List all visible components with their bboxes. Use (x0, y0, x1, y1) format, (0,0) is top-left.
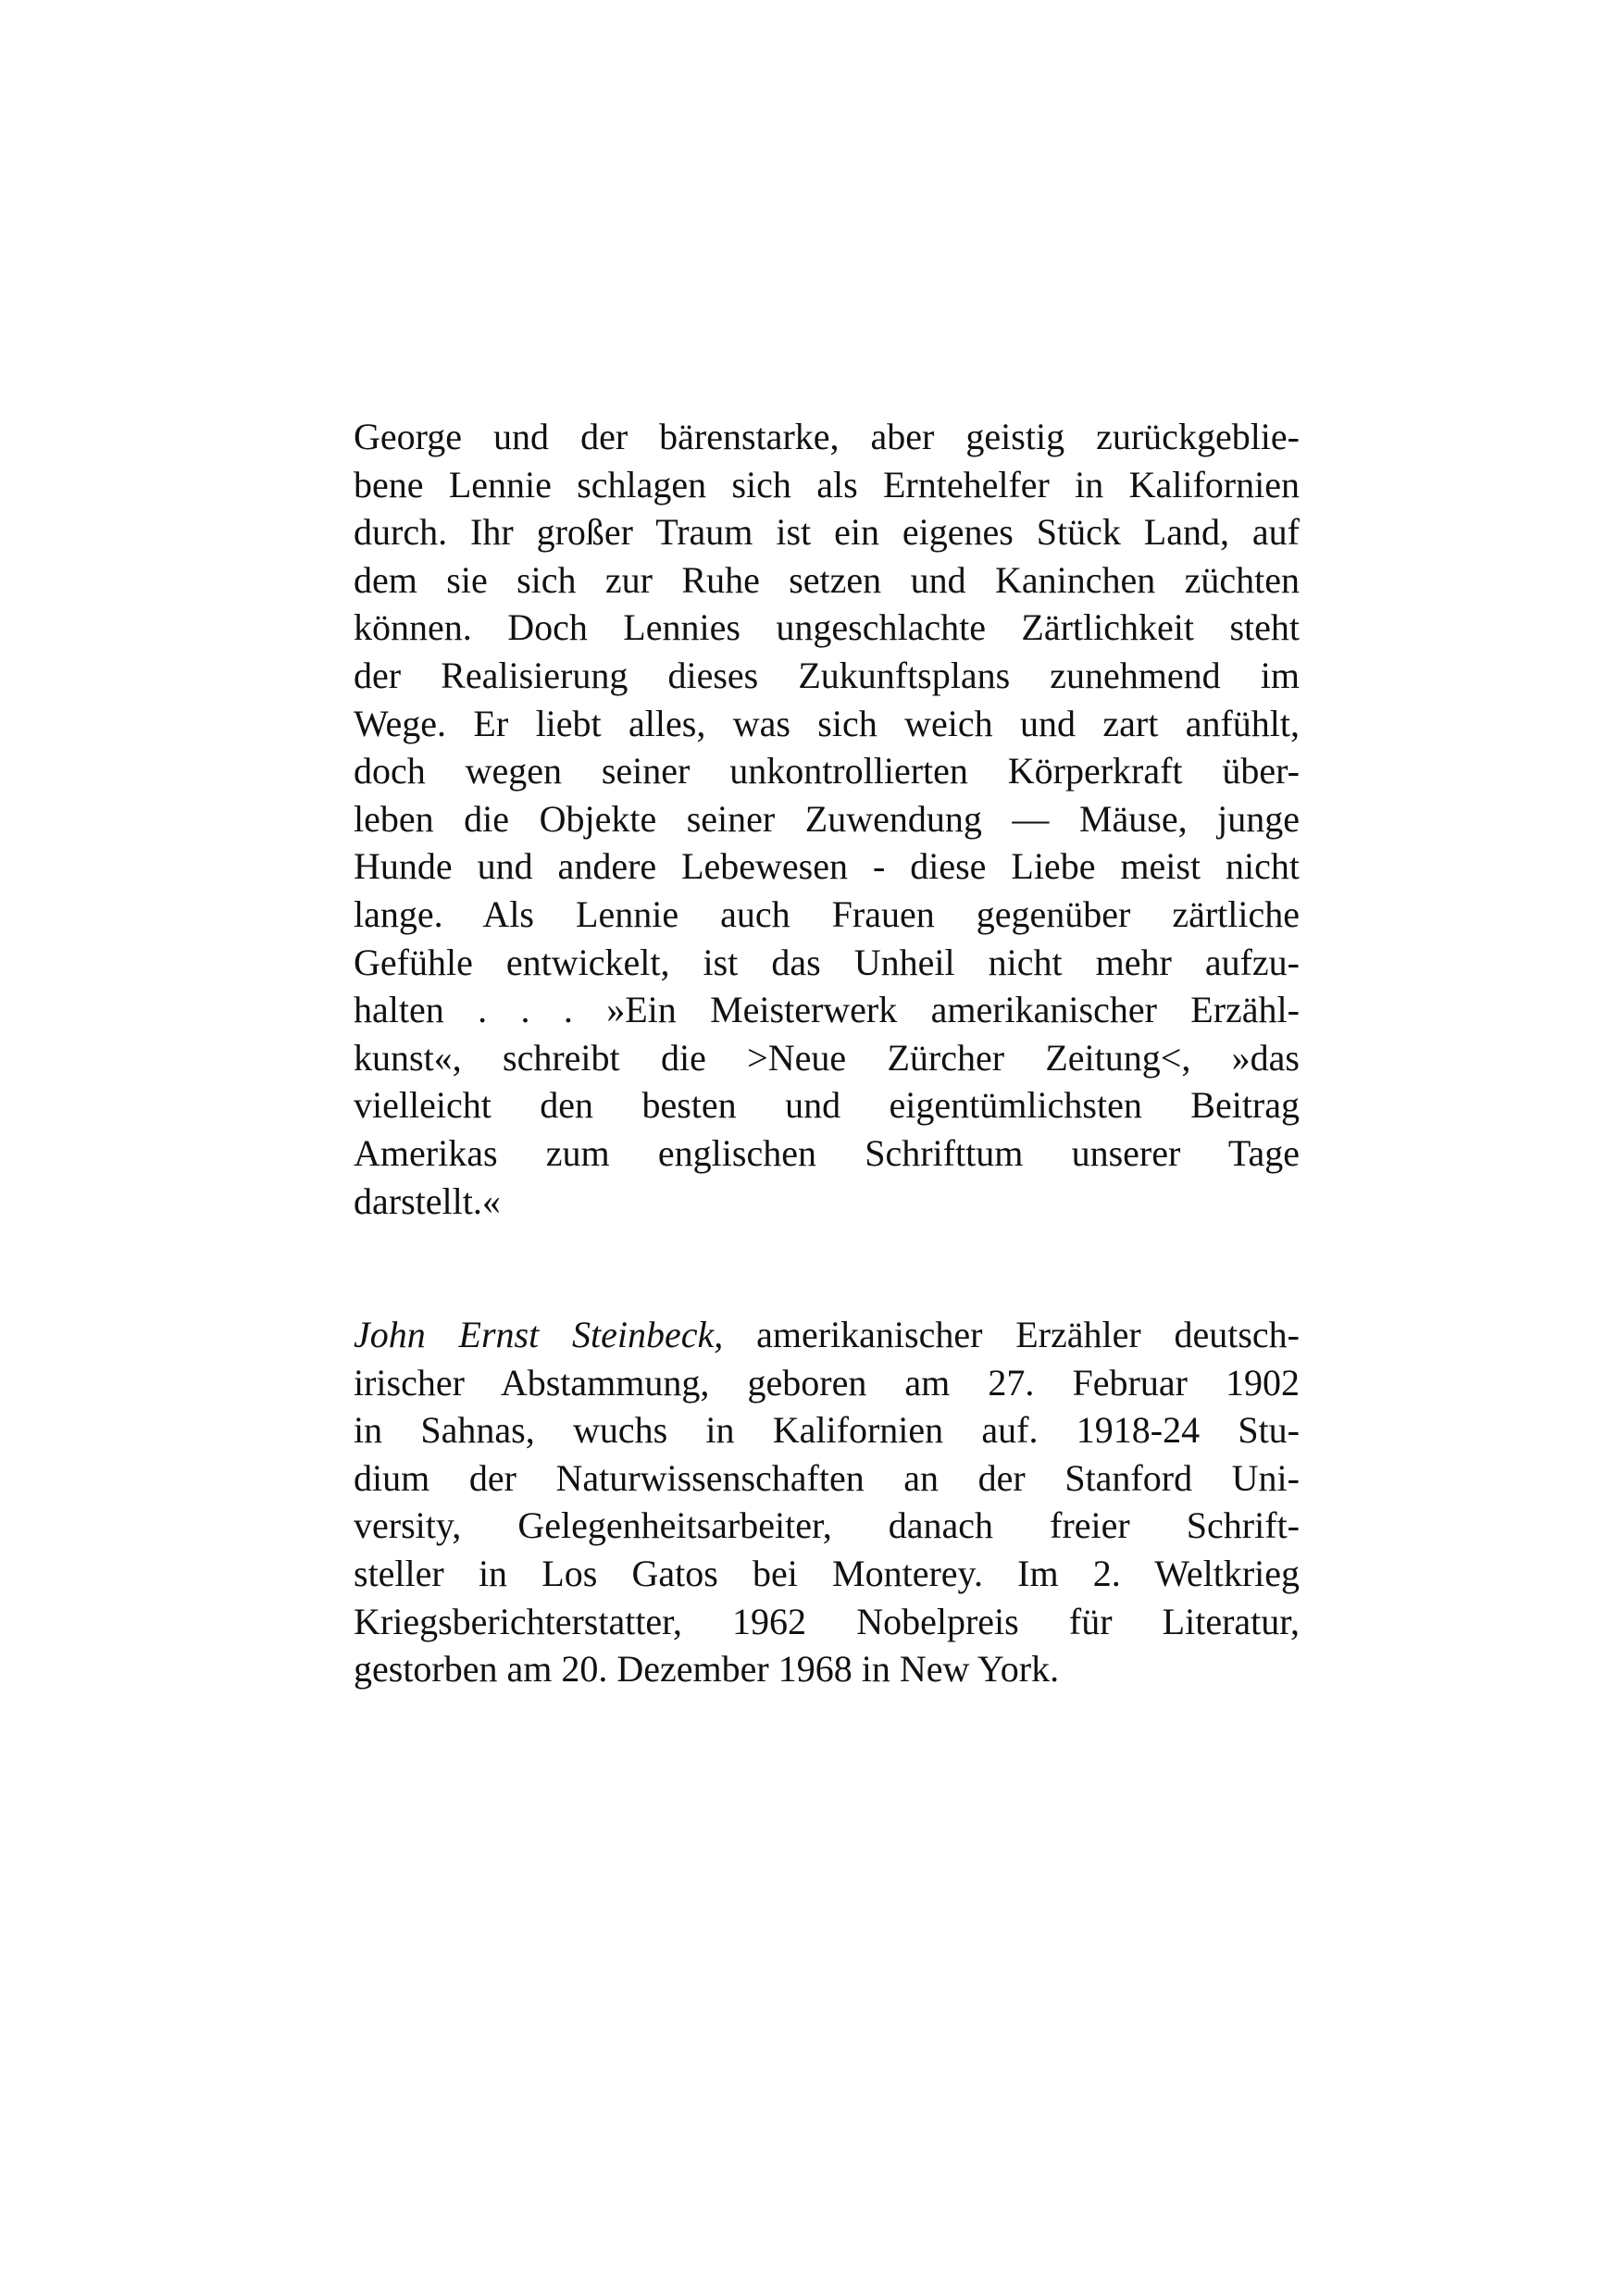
blurb-line: George und der bärenstarke, aber geistig zurückgeblie- (354, 416, 1300, 457)
blurb-paragraph (354, 413, 1300, 1225)
bio-line: irischer Abstammung, geboren am 27. Februar 1902 (354, 1361, 1300, 1404)
bio-line: gestorben am 20. Dezember 1968 in New York. (354, 1648, 1060, 1691)
blurb-line: halten . . . »Ein Meisterwerk amerikanischer Erzähl- (354, 989, 1300, 1031)
blurb-line: Hunde und andere Lebewesen - diese Liebe meist nicht (354, 845, 1300, 888)
blurb-line: der Realisierung dieses Zukunftsplans zunehmend im (354, 654, 1300, 696)
blurb-line: doch wegen seiner unkontrollierten Körperkraft über- (354, 750, 1300, 792)
bio-line: steller in Los Gatos bei Monterey. Im 2. Weltkrieg (354, 1552, 1300, 1594)
bio-line: Kriegsberichterstatter, 1962 Nobelpreis für Literatur, (354, 1600, 1300, 1642)
blurb-line: können. Doch Lennies ungeschlachte Zärtlichkeit steht (354, 606, 1300, 649)
blurb-line: Gefühle entwickelt, ist das Unheil nicht mehr aufzu- (354, 941, 1300, 983)
bio-first-line (354, 1311, 1300, 1359)
bio-line: dium der Naturwissenschaften an der Stanford Uni- (354, 1456, 1300, 1499)
blurb-line: vielleicht den besten und eigentümlichsten Beitrag (354, 1084, 1300, 1127)
blurb-line: kunst«, schreibt die >Neue Zürcher Zeitung<, »das (354, 1036, 1300, 1079)
bio-first-line-rest: amerikanischer Erzähler deutsch- (756, 1314, 1300, 1355)
blurb-line: Wege. Er liebt alles, was sich weich und zart anfühlt, (354, 702, 1300, 744)
blurb-line: durch. Ihr großer Traum ist ein eigenes Stück Land, auf (354, 511, 1300, 554)
bio-line: versity, Gelegenheitsarbeiter, danach freier Schrift- (354, 1504, 1300, 1547)
blurb-line: Amerikas zum englischen Schrifttum unserer Tage (354, 1131, 1300, 1174)
author-biography (354, 1311, 1300, 1693)
blurb-line: darstellt.« (354, 1179, 501, 1222)
blurb-line: lange. Als Lennie auch Frauen gegenüber zärtliche (354, 892, 1300, 935)
bio-line: in Sahnas, wuchs in Kalifornien auf. 1918-24 Stu- (354, 1409, 1300, 1452)
author-name: John Ernst Steinbeck, (354, 1314, 724, 1355)
blurb-line: leben die Objekte seiner Zuwendung — Mäuse, junge (354, 797, 1300, 840)
blurb-line: bene Lennie schlagen sich als Erntehelfer in Kalifornien (354, 463, 1300, 505)
blurb-line: dem sie sich zur Ruhe setzen und Kaninchen züchten (354, 558, 1300, 601)
